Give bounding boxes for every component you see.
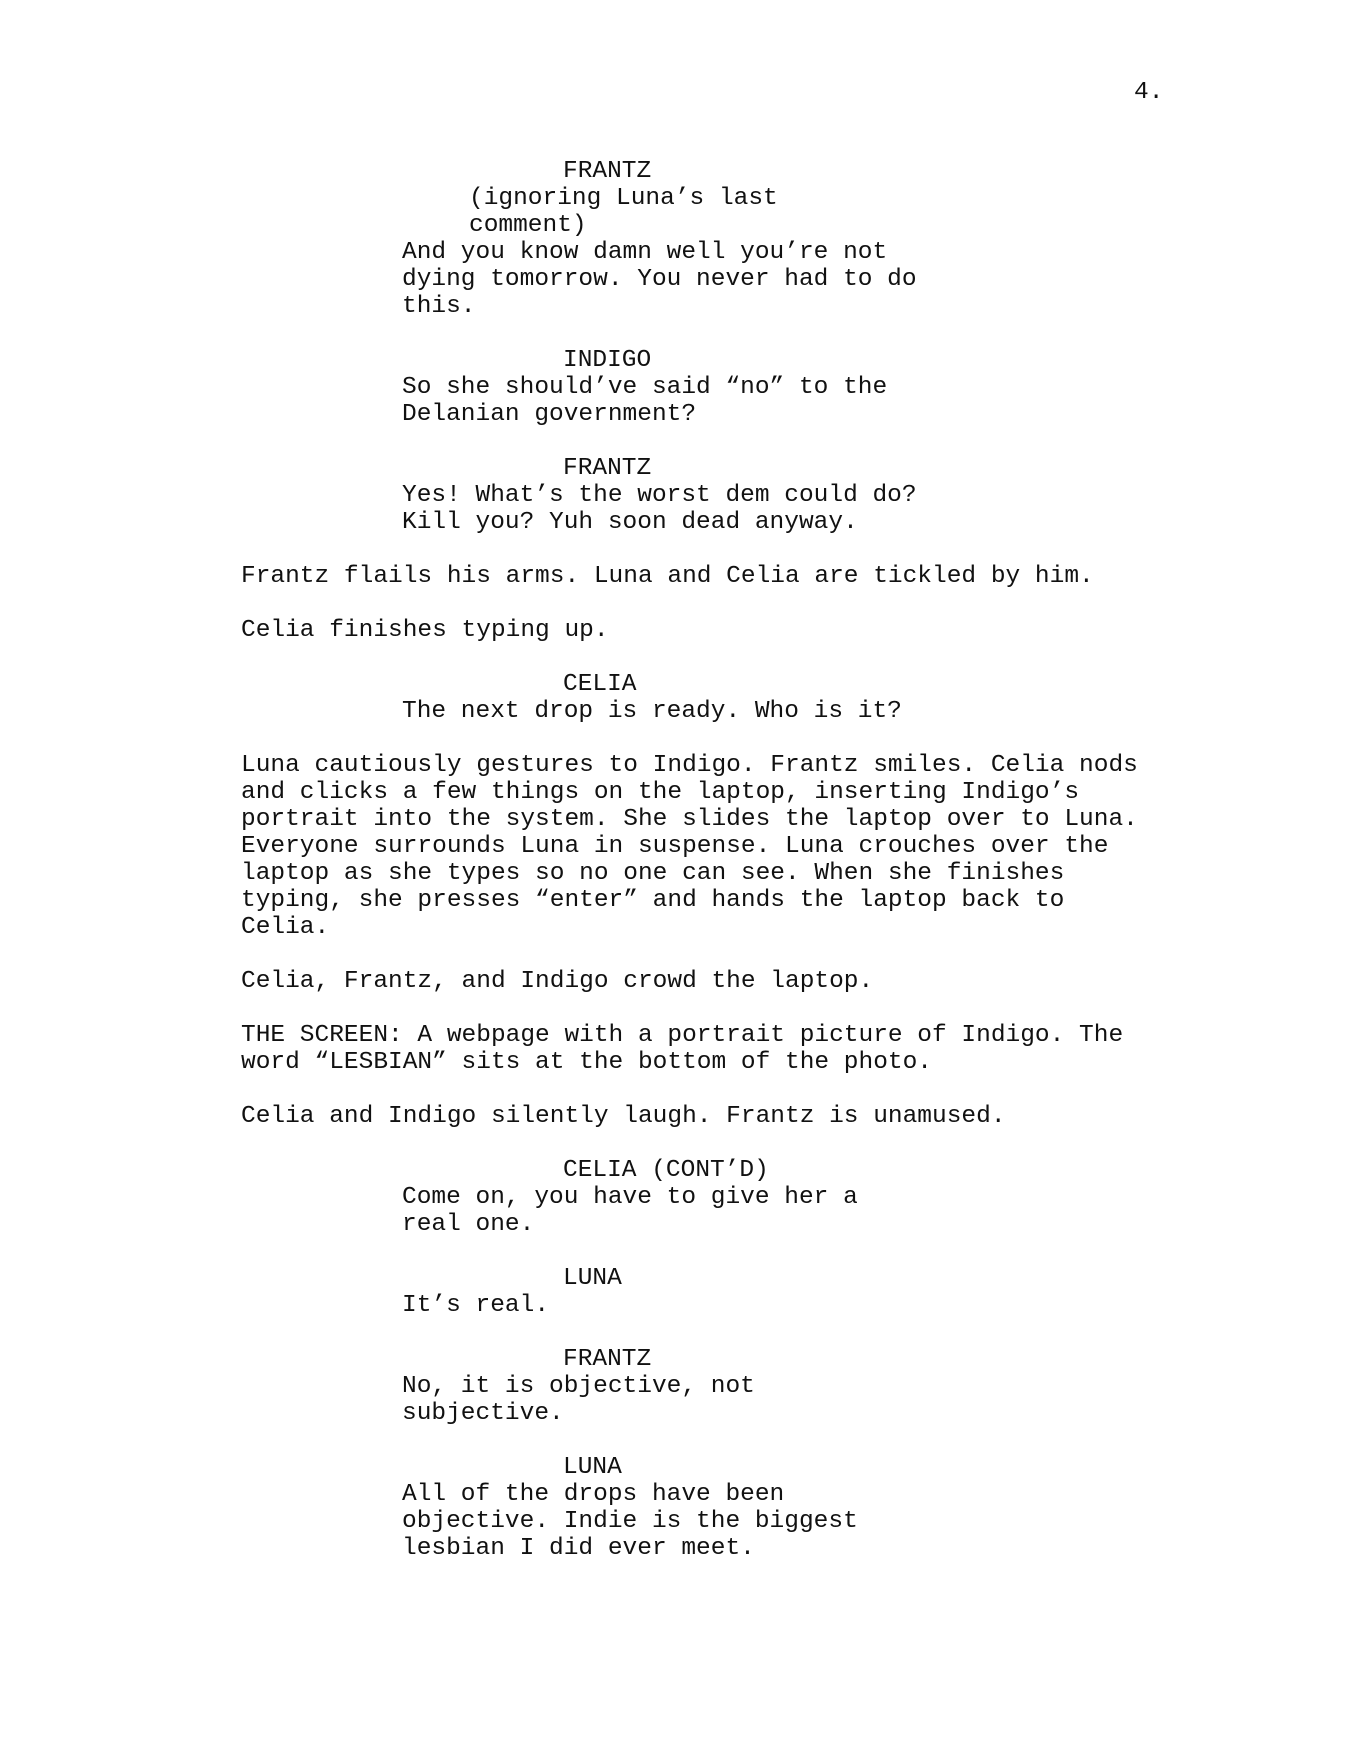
action-line: THE SCREEN: A webpage with a portrait picture of Indigo. The: [241, 1022, 1124, 1049]
dialogue-line: All of the drops have been: [402, 1481, 785, 1508]
action-line: word “LESBIAN” sits at the bottom of the photo.: [241, 1049, 933, 1076]
character-cue: FRANTZ: [563, 455, 652, 482]
blank-line: [241, 536, 1211, 563]
action-block: [241, 752, 1211, 941]
dialogue-line: It’s real.: [402, 1292, 550, 1319]
dialogue-block: [402, 482, 962, 536]
action-line: Celia.: [241, 914, 330, 941]
dialogue-line: lesbian I did ever meet.: [402, 1535, 755, 1562]
character-cue: CELIA (CONT’D): [563, 1157, 769, 1184]
dialogue-line: Kill you? Yuh soon dead anyway.: [402, 509, 858, 536]
action-block: [241, 563, 1211, 590]
action-line: Everyone surrounds Luna in suspense. Luna crouches over the: [241, 833, 1109, 860]
dialogue-block: [402, 698, 962, 725]
character-cue: INDIGO: [563, 347, 652, 374]
script-body: [241, 158, 1211, 1562]
action-line: Celia, Frantz, and Indigo crowd the laptop.: [241, 968, 874, 995]
action-line: portrait into the system. She slides the laptop over to Luna.: [241, 806, 1138, 833]
dialogue-line: this.: [402, 293, 476, 320]
dialogue-line: And you know damn well you’re not: [402, 239, 888, 266]
action-line: Celia finishes typing up.: [241, 617, 609, 644]
character-cue: LUNA: [563, 1454, 622, 1481]
character-cue: FRANTZ: [563, 1346, 652, 1373]
dialogue-line: real one.: [402, 1211, 535, 1238]
blank-line: [241, 1130, 1211, 1157]
blank-line: [241, 644, 1211, 671]
blank-line: [241, 428, 1211, 455]
blank-line: [241, 1076, 1211, 1103]
dialogue-line: So she should’ve said “no” to the: [402, 374, 888, 401]
dialogue-block: [402, 1481, 962, 1562]
dialogue-line: objective. Indie is the biggest: [402, 1508, 858, 1535]
paren-line: (ignoring Luna’s last: [469, 185, 778, 212]
dialogue-block: [402, 374, 962, 428]
action-line: Celia and Indigo silently laugh. Frantz is unamused.: [241, 1103, 1006, 1130]
page-number: 4.: [1134, 79, 1164, 106]
paren-line: comment): [469, 212, 587, 239]
dialogue-block: [402, 1184, 962, 1238]
action-line: and clicks a few things on the laptop, inserting Indigo’s: [241, 779, 1080, 806]
blank-line: [241, 590, 1211, 617]
character-cue: FRANTZ: [563, 158, 652, 185]
dialogue-block: [402, 1373, 962, 1427]
dialogue-line: subjective.: [402, 1400, 564, 1427]
blank-line: [241, 725, 1211, 752]
action-block: [241, 968, 1211, 995]
action-block: [241, 1022, 1211, 1076]
character-cue: CELIA: [563, 671, 637, 698]
action-line: typing, she presses “enter” and hands the laptop back to: [241, 887, 1065, 914]
dialogue-block: [402, 239, 962, 320]
blank-line: [241, 320, 1211, 347]
blank-line: [241, 1319, 1211, 1346]
action-line: laptop as she types so no one can see. When she finishes: [241, 860, 1065, 887]
dialogue-line: The next drop is ready. Who is it?: [402, 698, 902, 725]
dialogue-line: dying tomorrow. You never had to do: [402, 266, 917, 293]
dialogue-line: Delanian government?: [402, 401, 697, 428]
dialogue-line: No, it is objective, not: [402, 1373, 755, 1400]
character-cue: LUNA: [563, 1265, 622, 1292]
action-block: [241, 617, 1211, 644]
blank-line: [241, 995, 1211, 1022]
dialogue-line: Yes! What’s the worst dem could do?: [402, 482, 917, 509]
action-line: Luna cautiously gestures to Indigo. Frantz smiles. Celia nods: [241, 752, 1138, 779]
action-line: Frantz flails his arms. Luna and Celia are tickled by him.: [241, 563, 1094, 590]
dialogue-block: [402, 1292, 962, 1319]
action-block: [241, 1103, 1211, 1130]
blank-line: [241, 941, 1211, 968]
blank-line: [241, 1427, 1211, 1454]
dialogue-line: Come on, you have to give her a: [402, 1184, 858, 1211]
parenthetical: [469, 185, 822, 239]
blank-line: [241, 1238, 1211, 1265]
